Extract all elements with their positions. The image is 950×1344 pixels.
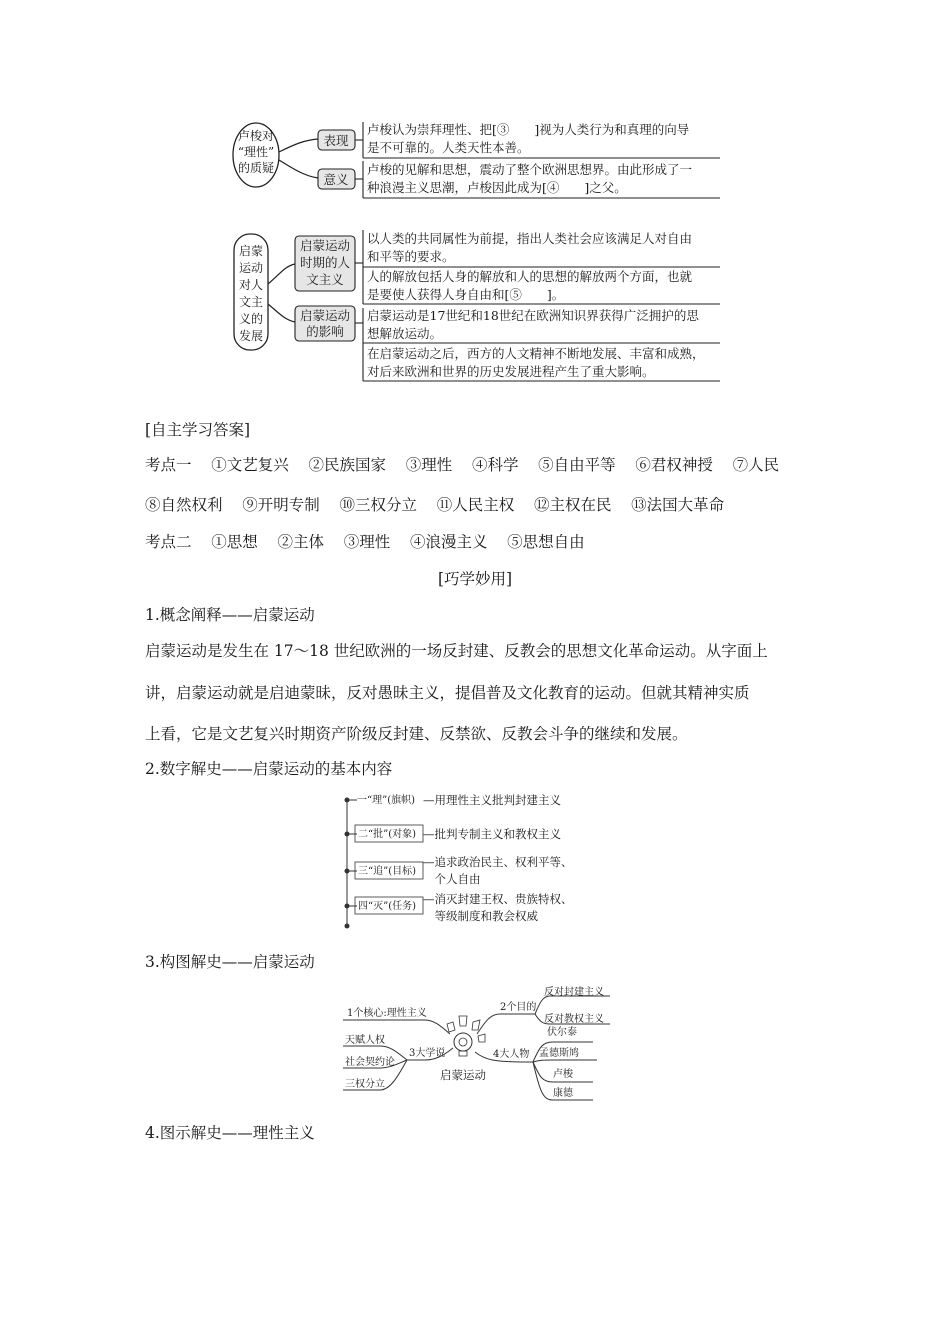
s1-paragraph-line: 讲，启蒙运动就是启迪蒙昧，反对愚昧主义，提倡普及文化教育的运动。但就其精神实质 (145, 684, 750, 702)
svg-text:启蒙运动: 启蒙运动 (299, 308, 351, 323)
svg-text:文主: 文主 (238, 295, 264, 309)
svg-text:以人类的共同属性为前提，指出人类社会应该满足人对自由: 以人类的共同属性为前提，指出人类社会应该满足人对自由 (367, 231, 693, 246)
svg-text:等级制度和教会权威: 等级制度和教会权威 (423, 909, 538, 923)
answers-row-1: 考点一 ①文艺复兴 ②民族国家 ③理性 ④科学 ⑤自由平等 ⑥君权神授 ⑦人民 (145, 456, 780, 474)
svg-text:意义: 意义 (323, 172, 349, 187)
svg-text:—追求政治民主、权利平等、: —追求政治民主、权利平等、 (423, 855, 573, 869)
svg-text:文主义: 文主义 (306, 272, 344, 287)
lightbulb-icon (447, 1016, 485, 1056)
s4-title: 4.图示解史——理性主义 (145, 1124, 315, 1142)
svg-text:反对封建主义: 反对封建主义 (544, 987, 604, 998)
svg-text:天赋人权: 天赋人权 (345, 1035, 385, 1046)
svg-text:2个目的: 2个目的 (500, 1002, 537, 1013)
answers-row-2: ⑧自然权利 ⑨开明专制 ⑩三权分立 ⑪人民主权 ⑫主权在民 ⑬法国大革命 (145, 496, 725, 514)
svg-text:卢梭对: 卢梭对 (237, 129, 275, 143)
svg-text:—用理性主义批判封建主义: —用理性主义批判封建主义 (423, 793, 561, 807)
svg-text:是要使人获得人身自由和[⑤ ]。: 是要使人获得人身自由和[⑤ ]。 (367, 287, 565, 302)
s1-paragraph-line: 上看，它是文艺复兴时期资产阶级反封建、反禁欲、反教会斗争的继续和发展。 (145, 725, 688, 743)
svg-text:运动: 运动 (238, 261, 264, 275)
svg-text:发展: 发展 (238, 329, 264, 343)
svg-text:是不可靠的。人类天性本善。: 是不可靠的。人类天性本善。 (367, 140, 530, 155)
svg-text:三权分立: 三权分立 (345, 1079, 385, 1090)
svg-text:社会契约论: 社会契约论 (345, 1057, 395, 1068)
svg-text:4大人物: 4大人物 (493, 1049, 530, 1060)
svg-text:卢梭的见解和思想，震动了整个欧洲思想界。由此形成了一: 卢梭的见解和思想，震动了整个欧洲思想界。由此形成了一 (367, 162, 693, 177)
svg-text:表现: 表现 (323, 133, 349, 148)
rousseau-diagram (230, 118, 725, 204)
svg-text:个人自由: 个人自由 (423, 872, 481, 886)
s1-paragraph-line: 启蒙运动是发生在 17～18 世纪欧洲的一场反封建、反教会的思想文化革命运动。从字面上 (145, 642, 768, 660)
svg-text:对人: 对人 (238, 278, 264, 292)
svg-text:二“批”(对象): 二“批”(对象) (358, 829, 417, 840)
s1-title: 1.概念阐释——启蒙运动 (145, 606, 315, 624)
svg-text:3大学说: 3大学说 (409, 1048, 446, 1059)
svg-text:的影响: 的影响 (306, 324, 344, 339)
humanism-diagram (230, 226, 725, 386)
s2-title: 2.数字解史——启蒙运动的基本内容 (145, 760, 393, 778)
svg-text:卢梭: 卢梭 (553, 1069, 573, 1080)
answers-row-3: 考点二 ①思想 ②主体 ③理性 ④浪漫主义 ⑤思想自由 (145, 533, 585, 551)
svg-text:康德: 康德 (553, 1088, 573, 1099)
svg-text:时期的人: 时期的人 (299, 255, 351, 270)
svg-text:启蒙运动: 启蒙运动 (299, 238, 351, 253)
svg-text:一“理”(旗帜): 一“理”(旗帜) (357, 795, 416, 806)
svg-text:孟德斯鸠: 孟德斯鸠 (539, 1048, 579, 1059)
svg-text:启蒙运动: 启蒙运动 (440, 1068, 486, 1082)
svg-text:在启蒙运动之后，西方的人文精神不断地发展、丰富和成熟，: 在启蒙运动之后，西方的人文精神不断地发展、丰富和成熟， (367, 346, 705, 361)
svg-text:四“灭”(任务): 四“灭”(任务) (358, 901, 417, 912)
svg-text:启蒙运动是17世纪和18世纪在欧洲知识界获得广泛拥护的思: 启蒙运动是17世纪和18世纪在欧洲知识界获得广泛拥护的思 (367, 308, 699, 323)
svg-text:想解放运动。: 想解放运动。 (367, 326, 443, 341)
mindmap-diagram (335, 982, 620, 1104)
svg-text:启蒙: 启蒙 (238, 244, 264, 258)
svg-text:种浪漫主义思潮，卢梭因此成为[④ ]之父。: 种浪漫主义思潮，卢梭因此成为[④ ]之父。 (367, 180, 627, 195)
svg-text:和平等的要求。: 和平等的要求。 (367, 249, 455, 264)
svg-text:“理性”: “理性” (237, 145, 275, 159)
svg-text:伏尔泰: 伏尔泰 (547, 1027, 577, 1038)
svg-text:反对教权主义: 反对教权主义 (544, 1014, 604, 1025)
svg-text:人的解放包括人身的解放和人的思想的解放两个方面，也就: 人的解放包括人身的解放和人的思想的解放两个方面，也就 (367, 269, 693, 284)
svg-text:1个核心:理性主义: 1个核心:理性主义 (347, 1008, 427, 1019)
svg-text:—批判专制主义和教权主义: —批判专制主义和教权主义 (423, 827, 561, 841)
svg-text:三“追”(目标): 三“追”(目标) (358, 866, 417, 877)
svg-text:的质疑: 的质疑 (237, 161, 275, 175)
svg-text:卢梭认为崇拜理性、把[③ ]视为人类行为和真理的向导: 卢梭认为崇拜理性、把[③ ]视为人类行为和真理的向导 (367, 122, 690, 137)
svg-text:对后来欧洲和世界的历史发展进程产生了重大影响。: 对后来欧洲和世界的历史发展进程产生了重大影响。 (367, 364, 655, 379)
svg-text:义的: 义的 (238, 312, 264, 326)
s3-title: 3.构图解史——启蒙运动 (145, 953, 315, 971)
section-title: [巧学妙用] (437, 570, 513, 588)
svg-text:—消灭封建王权、贵族特权、: —消灭封建王权、贵族特权、 (423, 892, 573, 906)
answers-heading: [自主学习答案] (145, 421, 251, 439)
basic-content-diagram (335, 786, 625, 936)
